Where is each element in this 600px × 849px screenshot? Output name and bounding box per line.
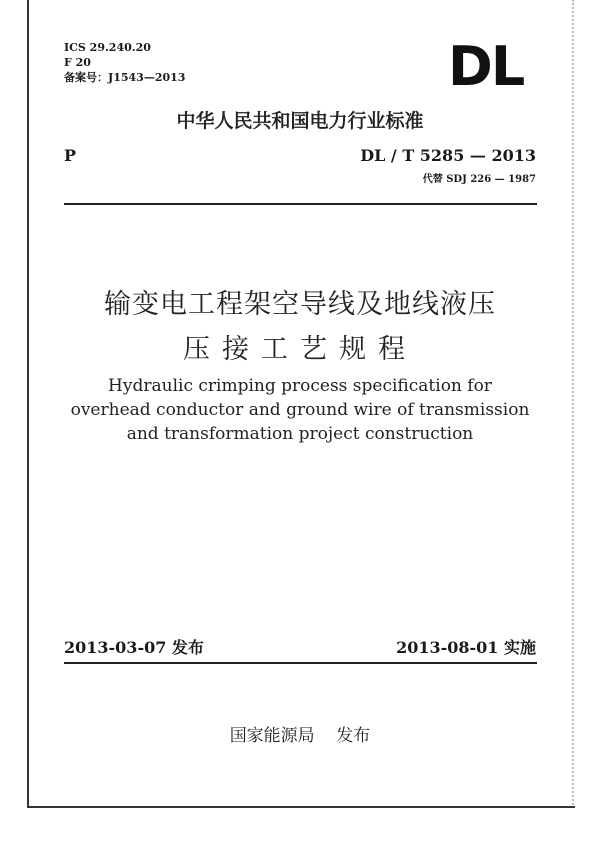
title-cn-line-1: 输变电工程架空导线及地线液压: [104, 289, 496, 320]
title-en-line-2: overhead conductor and ground wire of transmission: [70, 400, 530, 420]
classification-block: [64, 40, 185, 85]
title-en-line-1: Hydraulic crimping process specification for: [108, 376, 492, 396]
dl-logo: DL: [448, 35, 524, 98]
top-divider: [64, 203, 537, 205]
publish-date: 2013-03-07 发布: [64, 638, 204, 657]
category-code: P: [64, 146, 77, 165]
classification-code: F 20: [64, 56, 91, 69]
implementation-date: 2013-08-01 实施: [396, 638, 536, 657]
title-english: [0, 374, 600, 446]
ics-code: ICS 29.240.20: [64, 41, 151, 54]
standard-body-title: 中华人民共和国电力行业标准: [176, 110, 424, 132]
bottom-divider: [64, 662, 537, 664]
standard-number: DL / T 5285 — 2013: [360, 146, 536, 165]
issuing-authority: 国家能源局 发布: [229, 726, 371, 746]
title-en-line-3: and transformation project construction: [126, 424, 474, 444]
replaces-standard: 代替 SDJ 226 — 1987: [422, 174, 536, 185]
filing-number: 备案号：J1543—2013: [64, 71, 186, 84]
title-cn-line-2: 压接工艺规程: [183, 334, 417, 365]
bottom-page-edge: [27, 806, 575, 808]
